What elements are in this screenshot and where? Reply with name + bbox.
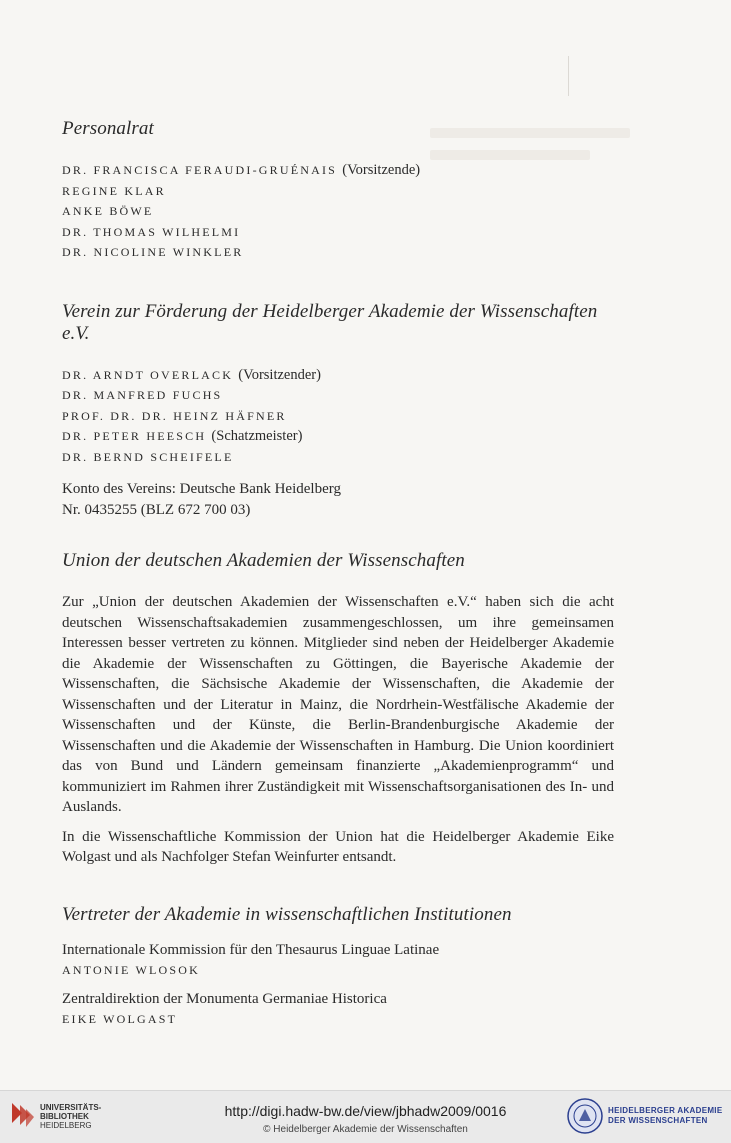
person-name: DR. PETER HEESCH <box>62 429 207 443</box>
union-commission-paragraph: In die Wissenschaftliche Kommission der Union hat die Heidelberger Akademie Eike Wolgast und als Nachfolger Stefan Weinfurter entsandt. <box>62 828 614 865</box>
representative-name: EIKE WOLGAST <box>62 1012 178 1026</box>
footer-bar <box>0 1090 731 1143</box>
institution-name: Zentraldirektion der Monumenta Germaniae Historica <box>62 990 387 1007</box>
academy-name[interactable] <box>608 1106 722 1126</box>
person-role: (Vorsitzender) <box>238 366 321 383</box>
person-entry <box>62 201 614 222</box>
bleed-through-rule <box>568 56 569 96</box>
verein-list <box>62 365 614 468</box>
person-entry <box>62 222 614 243</box>
bank-number-line: Nr. 0435255 (BLZ 672 700 03) <box>62 501 251 518</box>
person-name: PROF. DR. DR. HEINZ HÄFNER <box>62 408 287 423</box>
representative-name: ANTONIE WLOSOK <box>62 963 201 977</box>
person-entry <box>62 242 614 263</box>
personalrat-list <box>62 160 614 263</box>
permalink-url[interactable]: http://digi.hadw-bw.de/view/jbhadw2009/0016 <box>224 1103 507 1119</box>
union-paragraph: Zur „Union der deutschen Akademien der Wissenschaften e.V.“ haben sich die acht deutschen Wissenschaftsakademien zusammengeschlossen, um ihre gemeinsamen Interessen besser vertreten zu können. Mitglieder sind neben der Heidelberger Akademie die Akademie der Wissenschaften zu Göttingen, die Bayerische Akademie der Wissenschaften, die Sächsische Akademie der Wissenschaften, die Akademie der Wissenschaften und der Literatur in Mainz, die Nordrhein-Westfälische Akademie der Wissenschaften und der Künste, die Berlin-Brandenburgische Akademie der Wissenschaften und die Akademie der Wissenschaften in Hamburg. Die Union koordiniert das von Bund und Ländern gemeinsam finanzierte „Akademienprogramm“ und kommuniziert im Rahmen ihrer Zuständigkeit mit Wissenschaftsorganisationen des In- und Auslands. <box>62 594 614 815</box>
person-entry <box>62 426 614 447</box>
copyright-notice: © Heidelberger Akademie der Wissenschaften <box>263 1124 468 1135</box>
person-role: (Vorsitzende) <box>342 162 421 178</box>
section-heading-union: Union der deutschen Akademien der Wissenschaften <box>62 550 465 571</box>
person-name: DR. MANFRED FUCHS <box>62 388 223 402</box>
person-entry <box>62 447 614 468</box>
person-entry <box>62 385 614 406</box>
section-heading-verein: Verein zur Förderung der Heidelberger Akademie der Wissenschaften e.V. <box>62 300 598 344</box>
library-name-line: UNIVERSITÄTS- <box>40 1103 102 1112</box>
person-entry <box>62 181 614 202</box>
library-name-line: BIBLIOTHEK <box>40 1112 89 1121</box>
section-heading-personalrat: Personalrat <box>62 118 154 139</box>
person-name: DR. ARNDT OVERLACK <box>62 367 234 382</box>
library-name-line: HEIDELBERG <box>40 1121 92 1130</box>
person-entry <box>62 365 614 386</box>
person-name: REGINE KLAR <box>62 183 166 198</box>
person-name: DR. NICOLINE WINKLER <box>62 245 244 259</box>
person-name: DR. BERND SCHEIFELE <box>62 449 234 464</box>
academy-seal-icon[interactable] <box>566 1097 604 1135</box>
institution-name: Internationale Kommission für den Thesaurus Linguae Latinae <box>62 941 440 958</box>
person-role: (Schatzmeister) <box>211 428 303 444</box>
person-name: DR. THOMAS WILHELMI <box>62 224 241 239</box>
academy-name-line: DER WISSENSCHAFTEN <box>608 1116 708 1125</box>
person-name: ANKE BÖWE <box>62 204 154 218</box>
page-content <box>62 118 614 1030</box>
bank-account-line: Konto des Vereins: Deutsche Bank Heidelberg <box>62 481 341 497</box>
academy-name-line: HEIDELBERGER AKADEMIE <box>608 1106 723 1115</box>
person-entry <box>62 160 614 181</box>
person-entry <box>62 406 614 427</box>
person-name: DR. FRANCISCA FERAUDI-GRUÉNAIS <box>62 163 338 177</box>
section-heading-vertreter: Vertreter der Akademie in wissenschaftlichen Institutionen <box>62 903 512 925</box>
